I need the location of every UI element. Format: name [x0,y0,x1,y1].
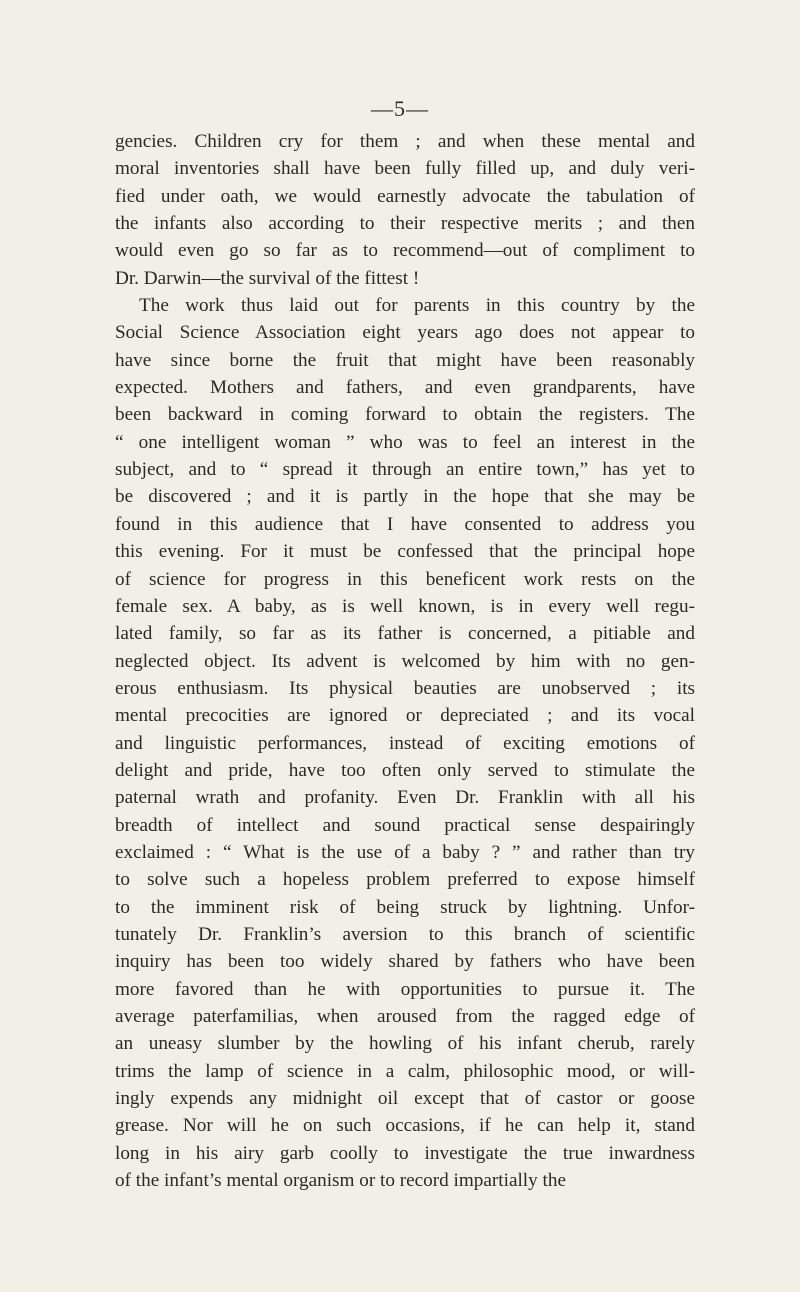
paragraph-start-line: The work thus laid out for parents in this country by the [139,295,695,317]
text-line: would even go so far as to recommend—out of compliment to [115,240,695,262]
text-line: paternal wrath and profanity. Even Dr. Franklin with all his [115,787,695,809]
text-line: been backward in coming forward to obtain the registers. The [115,404,695,426]
text-line: found in this audience that I have consented to address you [115,513,695,535]
text-line: of science for progress in this beneficent work rests on the [115,568,695,590]
text-line: trims the lamp of science in a calm, philosophic mood, or will- [115,1060,695,1082]
text-line: erous enthusiasm. Its physical beauties are unobserved ; its [115,677,695,699]
page-number: —5— [371,96,429,121]
text-line: inquiry has been too widely shared by fathers who have been [115,951,695,973]
text-line: of the infant’s mental organism or to record impartially the [115,1170,566,1192]
text-line: fied under oath, we would earnestly advocate the tabulation of [115,185,695,207]
text-line: mental precocities are ignored or depreciated ; and its vocal [115,705,695,727]
paragraph-end-line: Dr. Darwin—the survival of the fittest ! [115,267,420,289]
text-line: ingly expends any midnight oil except that of castor or goose [115,1088,695,1110]
text-line: tunately Dr. Franklin’s aversion to this branch of scientific [115,923,695,945]
text-line: more favored than he with opportunities to pursue it. The [115,978,695,1000]
text-line: neglected object. Its advent is welcomed by him with no gen- [115,650,695,672]
text-line: the infants also according to their respective merits ; and then [115,213,695,235]
text-line: to solve such a hopeless problem preferred to expose himself [115,869,695,891]
text-line: grease. Nor will he on such occasions, if he can help it, stand [115,1115,695,1137]
text-line: to the imminent risk of being struck by lightning. Unfor- [115,896,695,918]
text-line: be discovered ; and it is partly in the hope that she may be [115,486,695,508]
body-text [115,128,695,1194]
text-line: gencies. Children cry for them ; and when these mental and [115,131,695,152]
text-line: expected. Mothers and fathers, and even grandparents, have [115,377,695,399]
text-line: “ one intelligent woman ” who was to feel an interest in the [115,431,695,453]
text-line: moral inventories shall have been fully filled up, and duly veri- [115,158,695,180]
text-line: this evening. For it must be confessed that the principal hope [115,541,695,563]
text-line: and linguistic performances, instead of exciting emotions of [115,732,695,754]
text-line: subject, and to “ spread it through an entire town,” has yet to [115,459,695,481]
text-line: female sex. A baby, as is well known, is in every well regu- [115,595,695,617]
text-line: Social Science Association eight years ago does not appear to [115,322,695,344]
text-line: long in his airy garb coolly to investigate the true inwardness [115,1142,695,1164]
text-line: have since borne the fruit that might have been reasonably [115,349,695,371]
text-line: lated family, so far as its father is concerned, a pitiable and [115,623,695,645]
text-line: average paterfamilias, when aroused from the ragged edge of [115,1006,695,1027]
text-line: breadth of intellect and sound practical sense despairingly [115,814,695,836]
text-line: exclaimed : “ What is the use of a baby ? ” and rather than try [115,841,695,863]
text-line: an uneasy slumber by the howling of his infant cherub, rarely [115,1033,695,1055]
text-line: delight and pride, have too often only served to stimulate the [115,759,695,781]
